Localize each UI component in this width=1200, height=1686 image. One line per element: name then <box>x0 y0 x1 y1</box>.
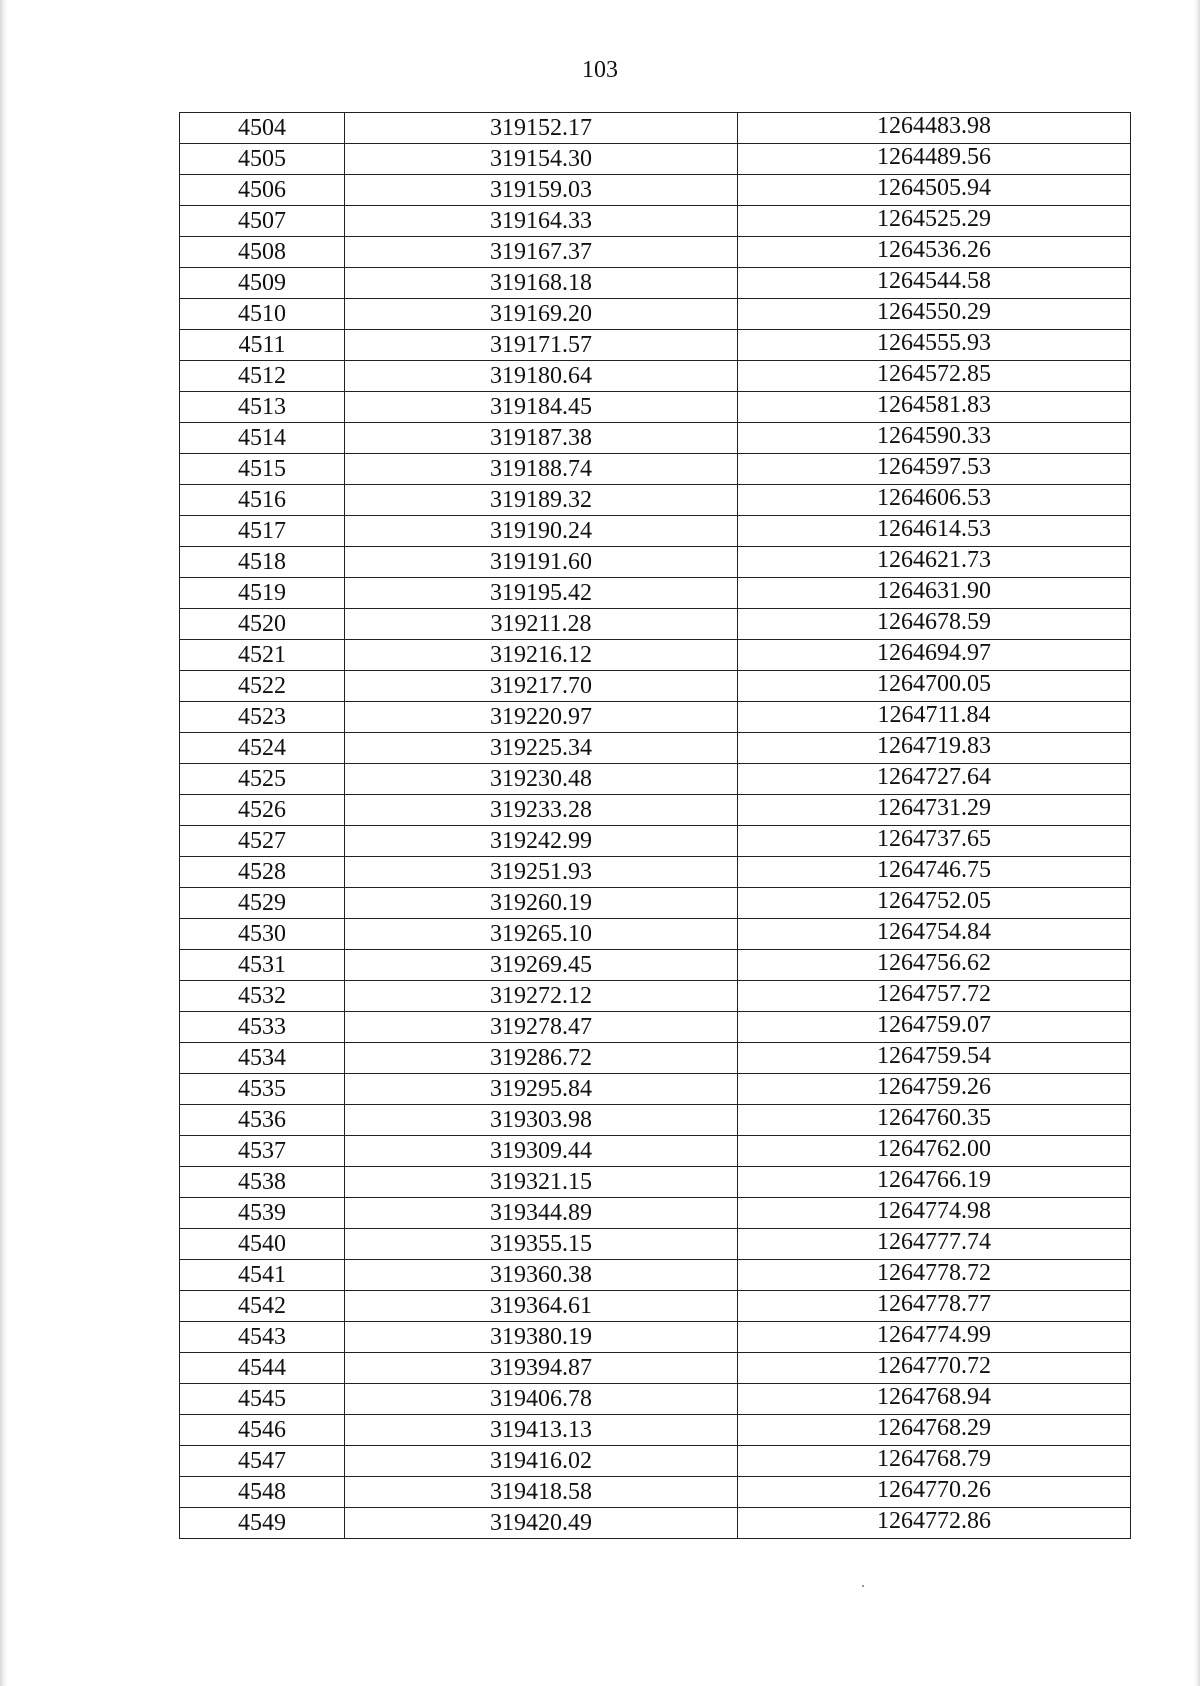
table-row <box>180 547 1131 578</box>
y-coordinate-cell: 1264572.85 <box>738 361 1131 392</box>
point-number-cell: 4511 <box>180 330 345 361</box>
point-number-cell: 4515 <box>180 454 345 485</box>
point-number-cell: 4513 <box>180 392 345 423</box>
point-number-cell: 4523 <box>180 702 345 733</box>
x-coordinate-cell: 319360.38 <box>345 1260 738 1291</box>
table-row <box>180 454 1131 485</box>
y-coordinate-cell: 1264678.59 <box>738 609 1131 640</box>
point-number-cell: 4507 <box>180 206 345 237</box>
point-number-cell: 4548 <box>180 1477 345 1508</box>
y-coordinate-cell: 1264631.90 <box>738 578 1131 609</box>
y-coordinate-cell: 1264694.97 <box>738 640 1131 671</box>
x-coordinate-cell: 319230.48 <box>345 764 738 795</box>
table-row <box>180 795 1131 826</box>
x-coordinate-cell: 319364.61 <box>345 1291 738 1322</box>
y-coordinate-cell: 1264581.83 <box>738 392 1131 423</box>
y-coordinate-cell: 1264483.98 <box>738 113 1131 144</box>
y-coordinate-cell: 1264489.56 <box>738 144 1131 175</box>
coordinate-table <box>179 112 1131 1539</box>
y-coordinate-cell: 1264731.29 <box>738 795 1131 826</box>
table-row <box>180 826 1131 857</box>
table-row <box>180 361 1131 392</box>
x-coordinate-cell: 319216.12 <box>345 640 738 671</box>
point-number-cell: 4530 <box>180 919 345 950</box>
x-coordinate-cell: 319220.97 <box>345 702 738 733</box>
y-coordinate-cell: 1264777.74 <box>738 1229 1131 1260</box>
y-coordinate-cell: 1264759.26 <box>738 1074 1131 1105</box>
x-coordinate-cell: 319394.87 <box>345 1353 738 1384</box>
x-coordinate-cell: 319159.03 <box>345 175 738 206</box>
point-number-cell: 4520 <box>180 609 345 640</box>
y-coordinate-cell: 1264768.94 <box>738 1384 1131 1415</box>
y-coordinate-cell: 1264759.54 <box>738 1043 1131 1074</box>
table-row <box>180 1043 1131 1074</box>
point-number-cell: 4532 <box>180 981 345 1012</box>
point-number-cell: 4512 <box>180 361 345 392</box>
point-number-cell: 4544 <box>180 1353 345 1384</box>
scan-edge-left <box>0 0 7 1686</box>
table-row <box>180 578 1131 609</box>
coordinate-table-body <box>180 113 1131 1539</box>
point-number-cell: 4518 <box>180 547 345 578</box>
x-coordinate-cell: 319180.64 <box>345 361 738 392</box>
table-row <box>180 1446 1131 1477</box>
point-number-cell: 4539 <box>180 1198 345 1229</box>
page-number: 103 <box>582 57 618 83</box>
x-coordinate-cell: 319190.24 <box>345 516 738 547</box>
table-row <box>180 1322 1131 1353</box>
x-coordinate-cell: 319355.15 <box>345 1229 738 1260</box>
point-number-cell: 4541 <box>180 1260 345 1291</box>
table-row <box>180 1105 1131 1136</box>
y-coordinate-cell: 1264778.77 <box>738 1291 1131 1322</box>
y-coordinate-cell: 1264711.84 <box>738 702 1131 733</box>
y-coordinate-cell: 1264737.65 <box>738 826 1131 857</box>
x-coordinate-cell: 319152.17 <box>345 113 738 144</box>
x-coordinate-cell: 319184.45 <box>345 392 738 423</box>
y-coordinate-cell: 1264766.19 <box>738 1167 1131 1198</box>
x-coordinate-cell: 319416.02 <box>345 1446 738 1477</box>
x-coordinate-cell: 319191.60 <box>345 547 738 578</box>
point-number-cell: 4531 <box>180 950 345 981</box>
table-row <box>180 1074 1131 1105</box>
point-number-cell: 4509 <box>180 268 345 299</box>
table-row <box>180 237 1131 268</box>
table-row <box>180 423 1131 454</box>
x-coordinate-cell: 319321.15 <box>345 1167 738 1198</box>
x-coordinate-cell: 319251.93 <box>345 857 738 888</box>
y-coordinate-cell: 1264774.98 <box>738 1198 1131 1229</box>
x-coordinate-cell: 319272.12 <box>345 981 738 1012</box>
point-number-cell: 4533 <box>180 1012 345 1043</box>
point-number-cell: 4535 <box>180 1074 345 1105</box>
point-number-cell: 4529 <box>180 888 345 919</box>
table-row <box>180 919 1131 950</box>
y-coordinate-cell: 1264621.73 <box>738 547 1131 578</box>
y-coordinate-cell: 1264505.94 <box>738 175 1131 206</box>
y-coordinate-cell: 1264770.72 <box>738 1353 1131 1384</box>
x-coordinate-cell: 319265.10 <box>345 919 738 950</box>
point-number-cell: 4505 <box>180 144 345 175</box>
y-coordinate-cell: 1264772.86 <box>738 1508 1131 1539</box>
y-coordinate-cell: 1264778.72 <box>738 1260 1131 1291</box>
table-row <box>180 330 1131 361</box>
x-coordinate-cell: 319380.19 <box>345 1322 738 1353</box>
table-row <box>180 733 1131 764</box>
x-coordinate-cell: 319406.78 <box>345 1384 738 1415</box>
y-coordinate-cell: 1264544.58 <box>738 268 1131 299</box>
point-number-cell: 4514 <box>180 423 345 454</box>
point-number-cell: 4516 <box>180 485 345 516</box>
y-coordinate-cell: 1264597.53 <box>738 454 1131 485</box>
x-coordinate-cell: 319286.72 <box>345 1043 738 1074</box>
y-coordinate-cell: 1264614.53 <box>738 516 1131 547</box>
table-row <box>180 516 1131 547</box>
point-number-cell: 4521 <box>180 640 345 671</box>
x-coordinate-cell: 319269.45 <box>345 950 738 981</box>
x-coordinate-cell: 319195.42 <box>345 578 738 609</box>
x-coordinate-cell: 319189.32 <box>345 485 738 516</box>
x-coordinate-cell: 319188.74 <box>345 454 738 485</box>
point-number-cell: 4522 <box>180 671 345 702</box>
x-coordinate-cell: 319211.28 <box>345 609 738 640</box>
y-coordinate-cell: 1264590.33 <box>738 423 1131 454</box>
table-row <box>180 1415 1131 1446</box>
x-coordinate-cell: 319233.28 <box>345 795 738 826</box>
x-coordinate-cell: 319168.18 <box>345 268 738 299</box>
table-row <box>180 1291 1131 1322</box>
point-number-cell: 4540 <box>180 1229 345 1260</box>
point-number-cell: 4536 <box>180 1105 345 1136</box>
table-row <box>180 1508 1131 1539</box>
point-number-cell: 4538 <box>180 1167 345 1198</box>
table-row <box>180 268 1131 299</box>
table-row <box>180 1353 1131 1384</box>
point-number-cell: 4508 <box>180 237 345 268</box>
table-row <box>180 671 1131 702</box>
point-number-cell: 4506 <box>180 175 345 206</box>
x-coordinate-cell: 319418.58 <box>345 1477 738 1508</box>
point-number-cell: 4534 <box>180 1043 345 1074</box>
x-coordinate-cell: 319295.84 <box>345 1074 738 1105</box>
y-coordinate-cell: 1264727.64 <box>738 764 1131 795</box>
x-coordinate-cell: 319309.44 <box>345 1136 738 1167</box>
y-coordinate-cell: 1264700.05 <box>738 671 1131 702</box>
x-coordinate-cell: 319344.89 <box>345 1198 738 1229</box>
x-coordinate-cell: 319225.34 <box>345 733 738 764</box>
y-coordinate-cell: 1264759.07 <box>738 1012 1131 1043</box>
table-row <box>180 113 1131 144</box>
scan-speck <box>862 1585 864 1587</box>
table-row <box>180 981 1131 1012</box>
table-row <box>180 1477 1131 1508</box>
point-number-cell: 4545 <box>180 1384 345 1415</box>
scan-edge-right <box>1194 0 1200 1686</box>
y-coordinate-cell: 1264752.05 <box>738 888 1131 919</box>
table-row <box>180 888 1131 919</box>
y-coordinate-cell: 1264768.29 <box>738 1415 1131 1446</box>
table-row <box>180 299 1131 330</box>
y-coordinate-cell: 1264606.53 <box>738 485 1131 516</box>
x-coordinate-cell: 319154.30 <box>345 144 738 175</box>
point-number-cell: 4537 <box>180 1136 345 1167</box>
table-row <box>180 1198 1131 1229</box>
table-row <box>180 206 1131 237</box>
table-row <box>180 857 1131 888</box>
point-number-cell: 4542 <box>180 1291 345 1322</box>
y-coordinate-cell: 1264746.75 <box>738 857 1131 888</box>
point-number-cell: 4549 <box>180 1508 345 1539</box>
table-row <box>180 950 1131 981</box>
x-coordinate-cell: 319164.33 <box>345 206 738 237</box>
table-row <box>180 175 1131 206</box>
table-row <box>180 1136 1131 1167</box>
table-row <box>180 764 1131 795</box>
x-coordinate-cell: 319187.38 <box>345 423 738 454</box>
table-row <box>180 702 1131 733</box>
point-number-cell: 4504 <box>180 113 345 144</box>
point-number-cell: 4547 <box>180 1446 345 1477</box>
point-number-cell: 4528 <box>180 857 345 888</box>
y-coordinate-cell: 1264757.72 <box>738 981 1131 1012</box>
y-coordinate-cell: 1264536.26 <box>738 237 1131 268</box>
y-coordinate-cell: 1264774.99 <box>738 1322 1131 1353</box>
point-number-cell: 4527 <box>180 826 345 857</box>
x-coordinate-cell: 319413.13 <box>345 1415 738 1446</box>
y-coordinate-cell: 1264555.93 <box>738 330 1131 361</box>
y-coordinate-cell: 1264525.29 <box>738 206 1131 237</box>
point-number-cell: 4510 <box>180 299 345 330</box>
table-row <box>180 640 1131 671</box>
y-coordinate-cell: 1264760.35 <box>738 1105 1131 1136</box>
point-number-cell: 4546 <box>180 1415 345 1446</box>
table-row <box>180 1260 1131 1291</box>
y-coordinate-cell: 1264770.26 <box>738 1477 1131 1508</box>
point-number-cell: 4526 <box>180 795 345 826</box>
table-row <box>180 1229 1131 1260</box>
table-row <box>180 144 1131 175</box>
point-number-cell: 4525 <box>180 764 345 795</box>
x-coordinate-cell: 319420.49 <box>345 1508 738 1539</box>
y-coordinate-cell: 1264550.29 <box>738 299 1131 330</box>
table-row <box>180 1012 1131 1043</box>
x-coordinate-cell: 319169.20 <box>345 299 738 330</box>
x-coordinate-cell: 319167.37 <box>345 237 738 268</box>
x-coordinate-cell: 319260.19 <box>345 888 738 919</box>
point-number-cell: 4519 <box>180 578 345 609</box>
table-row <box>180 485 1131 516</box>
x-coordinate-cell: 319217.70 <box>345 671 738 702</box>
table-row <box>180 392 1131 423</box>
table-row <box>180 1167 1131 1198</box>
point-number-cell: 4524 <box>180 733 345 764</box>
y-coordinate-cell: 1264768.79 <box>738 1446 1131 1477</box>
x-coordinate-cell: 319171.57 <box>345 330 738 361</box>
x-coordinate-cell: 319303.98 <box>345 1105 738 1136</box>
point-number-cell: 4543 <box>180 1322 345 1353</box>
y-coordinate-cell: 1264756.62 <box>738 950 1131 981</box>
x-coordinate-cell: 319278.47 <box>345 1012 738 1043</box>
table-row <box>180 609 1131 640</box>
y-coordinate-cell: 1264762.00 <box>738 1136 1131 1167</box>
point-number-cell: 4517 <box>180 516 345 547</box>
x-coordinate-cell: 319242.99 <box>345 826 738 857</box>
y-coordinate-cell: 1264719.83 <box>738 733 1131 764</box>
table-row <box>180 1384 1131 1415</box>
y-coordinate-cell: 1264754.84 <box>738 919 1131 950</box>
